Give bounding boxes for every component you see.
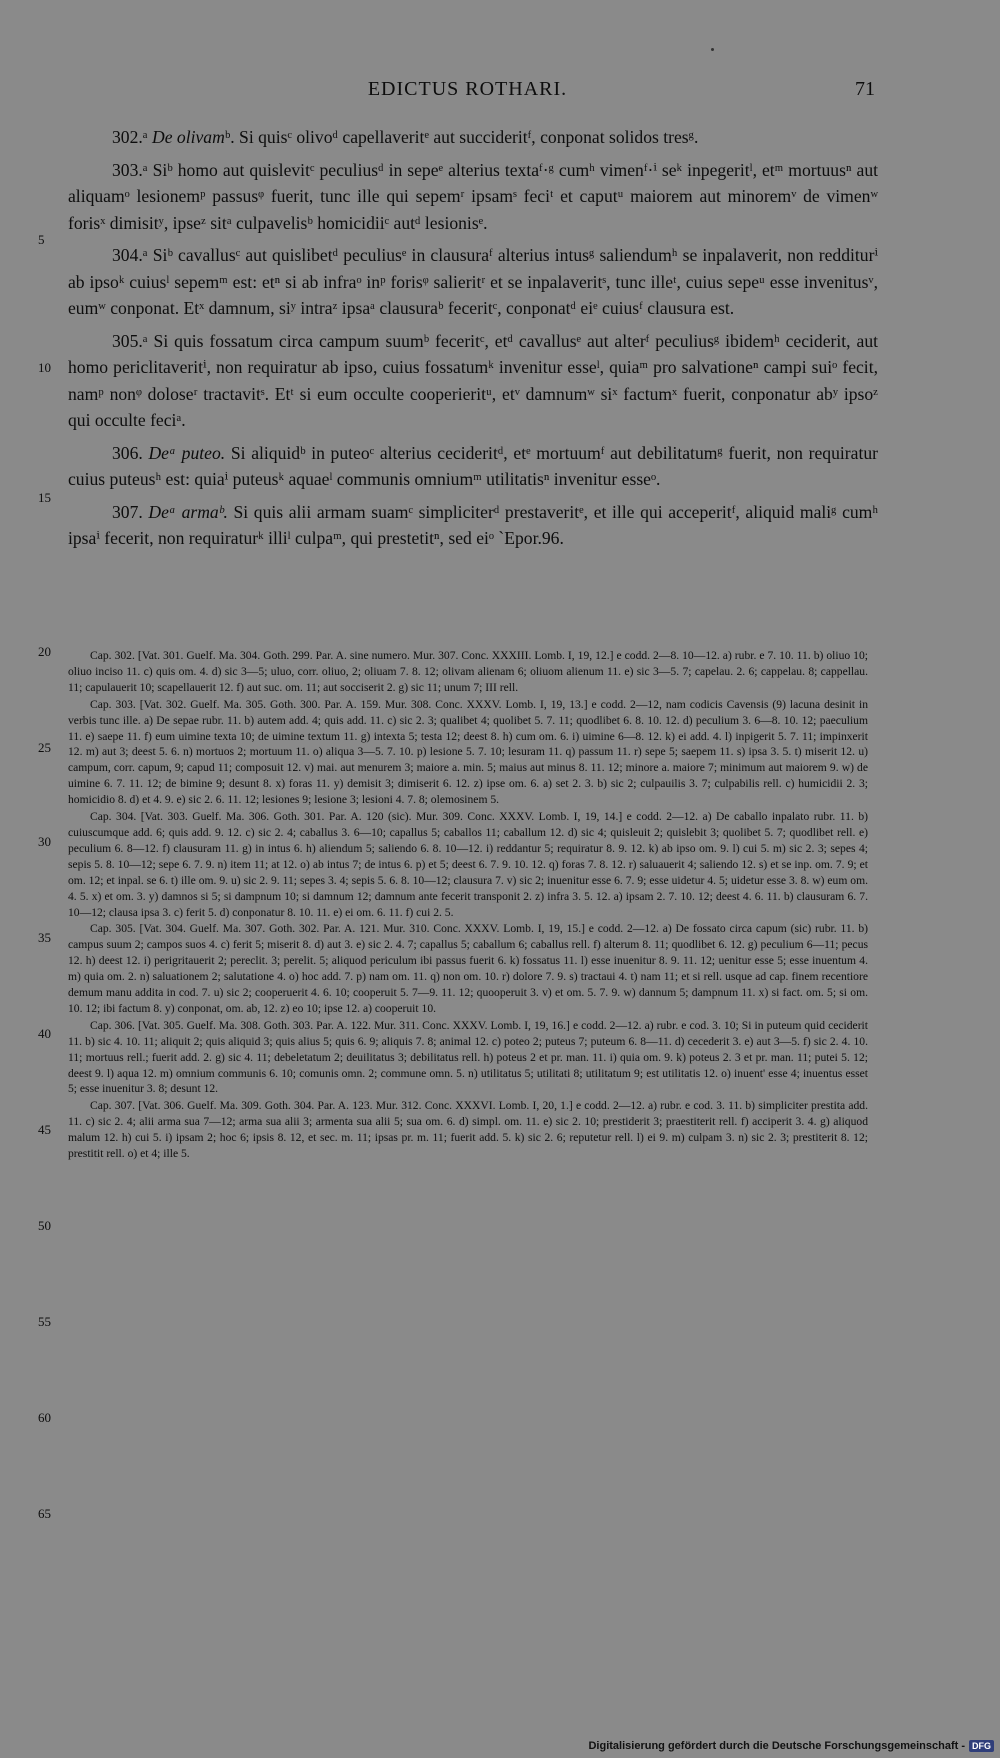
chapter-caption: De olivam	[152, 127, 225, 147]
note-cap-303: Cap. 303. [Vat. 302. Guelf. Ma. 305. Goth. 300. Par. A. 159. Mur. 308. Conc. XXXV. Lomb. I, 19, 13.] e codd. 2—12, nam codicis Cavensis (9) lacuna desinit in verbis tunc ille. a) De sepae rubr. 11. b) autem add. 4; quis add. 11. c) sic 2. 3; qualibet 4; quolibet 5. 7. 11; quodlibet 6. 8. 10. 12. d) peculium 3. 6—8. 10. 12; paeculium 11. e) saepe 11. f) eum uimine texta 10; de uimine textum 11. g) intexta 5; testa 12; deest 8. h) cum om. 6. i) uimine 6—8. 12. k) ei add. 4. l) inpigerit 5. 7. 11; impinxerit 12. m) aut 3; deest 5. 6. n) mortuos 2; mortuum 11. o) aliqua 3—5. 7. 10. p) lesione 5. 7. 10; lesuram 11. q) passum 11. r) sepe 5; saepem 11. s) ipsa 3. 5. t) miserit 12. u) campum, corr. capum, 9; capud 11; composuit 12. v) mai. aut menurem 3; maiore a. min. 5; maius aut minus 8. 11. 12; minore a. maiore 7; minimum aut maiorem 9. w) de uimine 6. 7. 11. 12; de bimine 9; desunt 8. x) foras 11. y) demisit 3; dimiserit 6. 12. z) ipse om. 6. a) set 2. 3. b) sic 2; culpauilis 3. 7; culpabilis rell. c) humicidii 2. 3; homicidio 8. d) et 4. 9. e) sic 2. 6. 11. 12; lesiones 9; lesione 3; lesioni 4. 7. 8; olemosinem 5.	[68, 697, 868, 807]
page-number: 71	[855, 78, 875, 100]
line-number: 40	[38, 1026, 51, 1041]
line-number: 15	[38, 490, 51, 505]
note-cap-304: Cap. 304. [Vat. 303. Guelf. Ma. 306. Goth. 301. Par. A. 120 (sic). Mur. 309. Conc. XXXV. Lomb. I, 19, 14.] e codd. 2—12. a) De caballo inpalato rubr. 11. b) cuiuscumque add. 6; quis add. 9. 12. c) sic 2. 4; caballus 3. 6—10; capallus 5; caballos 11; caballum 12. d) sic 4; quisleuit 2; quislebit 3; quolibet 5. 7; quodlibet rell. e) peculium 6. 8—12. f) clausuram 11. g) in intus 6. h) aliendum 5; saliendo 6. 8. 10—12. i) reddantur 5; requiratur 8. 9. 12. k) ab ipso om. 9. l) cui 5. m) sic 2. 3; sepes 4; sepis 5. 8. 10—12; sepe 6. 7. 9. n) item 11; at 12. o) ab intus 7; de intus 6. p) et 5; deest 6. 7. 9. 10. 12. q) foras 7. 8. 12. r) saluauerit 4; saliendo 12. s) et se inp. om. 7. 9; et om. 12; et inpal. se 6. t) ille om. 9. u) sic 2. 9. 11; sepes 3. 4; sepis 5. 6. 8. 10—12; clausura 7. v) sic 2; inuenitur esse 6. 7. 9; esse uidetur 4. 5; uidetur esse 3. 8. w) eum om. 4. 5. x) et om. 3. y) damnos si 5; si dampnum 10; si damnum 12; damnum ante fecerit transponit 2. z) infra 3. 5. 12. a) ipsam 2. 7. 10. 12; deest 4. 6. 11. b) clausuram 6. 7. 10—12; clausa ipsa 3. c) ferit 5. d) conponatur 8. 10. 11. e) ei om. 6. 11. f) cui 2. 5.	[68, 810, 868, 919]
note-cap-302: Cap. 302. [Vat. 301. Guelf. Ma. 304. Goth. 299. Par. A. sine numero. Mur. 307. Conc. XXXIII. Lomb. I, 19, 12.] e codd. 2—8. 10—12. a) rubr. e 7. 10. 11. b) oliuo 10; oliuo inciso 11. c) quis om. 4. d) sic 3—5; uluo, corr. oliuo, 2; oliuam 7. 8. 12; olivam alienam 6; oliuom alienum 11. e) sic 3—5. 7; capelau. 2. 6; cappelau. 8; cappellau. 11; capulauerit 10; scapellauerit 12. f) aut suc. om. 11; aut socciserit 2. g) sic 11; unum 7; III rell.	[68, 649, 868, 694]
chapter-303: 303.ᵃ Siᵇ homo aut quislevitᶜ peculiusᵈ in sepeᵉ alterius textaᶠ·ᵍ cumʰ vimenᶠ·ⁱ seᵏ inpegeritˡ, etᵐ mortuusⁿ aut aliquamᵒ lesionemᵖ passusᵠ fuerit, tunc ille qui sepemʳ ipsamˢ feciᵗ et caputᵘ maiorem aut minoremᵛ de vimenʷ forisˣ dimisitʸ, ipseᶻ sitᵃ culpavelisᵇ homicidiiᶜ autᵈ lesionisᵉ.	[68, 159, 879, 233]
line-number: 35	[38, 930, 51, 945]
note-cap-305: Cap. 305. [Vat. 304. Guelf. Ma. 307. Goth. 302. Par. A. 121. Mur. 310. Conc. XXXV. Lomb. I, 19, 15.] e codd. 2—12. a) De fossato circa capum (sic) rubr. 11. b) campus suum 2; campos suos 4. c) ferit 5; miserit 8. d) aut 3. e) sic 2. 4. 7; capallus 5; caballum 6; caballus rell. f) alterum 8. 11; quodlibet 6. 12. g) peculium 6—11; pecus 12. h) deest 12. i) perigritauerit 2; pereclit. 3; perelit. 5; aliquod periculum ibi passus fuerit 6. k) fossatus 11. l) esse inuenitur 8. 9. 11. 12; uenitur esse 5; esse inuentum 4. m) quia om. 2. n) saluationem 2; salutatione 4. o) hoc add. 7. p) nam om. 11. q) non om. 10. r) dolore 7. 9. s) tractaui 4. t) nam 11; et si rell. usque ad cap. finem recentiore demum manu addita in cod. 7. u) sic 2; cooperuerit 4. 6. 10; cooperuit 5. 7—9. 11. 12; quooperuit 3. v) et om. 5. 7. 9. w) dannum 5; dampnum 11. x) si fact. om. 5; si om. 10. 12; ibi factum 8. y) conponat, om. ab, 12. z) eo 10; ipse 12. a) cooperuit 10.	[68, 922, 868, 1015]
dfg-logo: DFG	[969, 1740, 994, 1752]
chapter-306: 306. Deᵃ puteo. Si aliquidᵇ in puteoᶜ alterius cecideritᵈ, etᵉ mortuumᶠ aut debilitatumᵍ fuerit, non requiratur cuius puteusʰ est: quiaⁱ puteusᵏ aquaeˡ communis omniumᵐ utilitatisⁿ invenitur esseᵒ.	[68, 442, 879, 489]
line-number: 30	[38, 834, 51, 849]
chapter-caption: Deᵃ armaᵇ.	[148, 501, 228, 522]
line-number: 65	[38, 1506, 51, 1521]
digitization-credit	[588, 1740, 994, 1752]
line-number: 10	[38, 360, 51, 375]
line-number: 55	[38, 1314, 51, 1329]
scan-speck	[711, 48, 714, 51]
line-number: 60	[38, 1410, 51, 1425]
line-number: 20	[38, 644, 51, 659]
running-title: EDICTUS ROTHARI.	[367, 78, 568, 100]
note-cap-306: Cap. 306. [Vat. 305. Guelf. Ma. 308. Goth. 303. Par. A. 122. Mur. 311. Conc. XXXV. Lomb. I, 19, 16.] e codd. 2—12. a) rubr. e cod. 3. 10; Si in puteum quid ceciderit 11. b) sic 4. 10. 11; aliquit 2; quis aliquid 3; quis alius 5; quis 6. 9; aliquis 7. 8; animal 12. c) poteo 2; puteus 7; puteum 6. 8—11. d) cecederit 3. e) aut 3—5. f) sic 2. 4. 10. 11; mortuus rell.; fuerit add. 2. g) sic 4. 11; debeletatum 2; deuilitatus 3; debilitatus rell. h) poteus 2 et pr. man. 11. i) quia om. 9. k) poteus 2. 3 et pr. man. 11; putei 5. 12; deest 9. l) aqua 12. m) omnium communis 6. 10; comunis omn. 2; commune omn. 5. n) utilitatus 5; utilitati 8; utilitatum 9; est utilitatis 12. o) inuent' esse 4; inuentus esset 5; esse inuenitur 3. 8; desunt 12.	[68, 1018, 868, 1096]
line-number: 5	[38, 232, 45, 247]
line-number: 45	[38, 1122, 51, 1137]
credit-text: Digitalisierung gefördert durch die Deutsche Forschungsgemeinschaft -	[588, 1740, 965, 1752]
line-number: 25	[38, 740, 51, 755]
apparatus-notes	[68, 648, 868, 1163]
page-header	[60, 78, 875, 108]
main-text	[68, 124, 878, 558]
chapter-caption: Deᵃ puteo.	[148, 442, 226, 463]
chapter-307: 307. Deᵃ armaᵇ. Si quis alii armam suamᶜ simpliciterᵈ prestaveritᵉ, et ille qui acceperitᶠ, aliquid maliᵍ cumʰ ipsaⁱ fecerit, non requiraturᵏ illiˡ culpaᵐ, qui prestetitⁿ, sed eiᵒ ˋEpor.96.	[68, 501, 879, 548]
note-cap-307: Cap. 307. [Vat. 306. Guelf. Ma. 309. Goth. 304. Par. A. 123. Mur. 312. Conc. XXXVI. Lomb. I, 20, 1.] e codd. 2—12. a) rubr. e cod. 3. 11. b) simpliciter prestita add. 11. c) sic 2. 4; alii arma sua 7—12; arma sua alii 3; armenta sua alii 5; sua om. 6. d) simpl. om. 11. e) sic 2. 10; prestiderit 3; praestiterit rell. f) acciperit 3. 4. g) aliquod malum 12. h) cui 5. i) ipsam 2; hoc 6; ipsis 8. 12, et sec. m. 11; ipsas pr. m. 11; fuerit add. 5. k) sic 2. 6; reputetur rell. l) ei 9. m) culpam 3. n) sic 2. 3; prestiterit 8. 12; prestitit rell. o) et 4; ille 5.	[68, 1099, 868, 1161]
line-number: 50	[38, 1218, 51, 1233]
chapter-305: 305.ᵃ Si quis fossatum circa campum suumᵇ feceritᶜ, etᵈ cavallusᵉ aut alterᶠ peculiusᵍ ibidemʰ ceciderit, aut homo periclitaveritⁱ, non requiratur ab ipso, cuius fossatumᵏ invenitur esseˡ, quiaᵐ pro salvationeⁿ campi suiᵒ fecit, namᵖ nonᵠ doloseʳ tractavitˢ. Etᵗ si eum occulte cooperieritᵘ, etᵛ damnumʷ siˣ factumˣ fuerit, conponatur abʸ ipsoᶻ qui occulte feciᵃ.	[68, 330, 878, 430]
chapter-304: 304.ᵃ Siᵇ cavallusᶜ aut quislibetᵈ peculiusᵉ in clausuraᶠ alterius intusᵍ saliendumʰ se inpalaverit, non redditurⁱ ab ipsoᵏ cuiusˡ sepemᵐ est: etⁿ si ab infraᵒ inᵖ forisᵠ salieritʳ et se inpalaveritˢ, tunc illeᵗ, cuius sepeᵘ esse invenitusᵛ, eumʷ conponat. Etˣ damnum, siʸ intraᶻ ipsaᵃ clausuraᵇ feceritᶜ, conponatᵈ eiᵉ cuiusᶠ clausura est.	[68, 245, 878, 318]
chapter-302: 302.ᵃ De olivamᵇ. Si quisᶜ olivoᵈ capellaveritᵉ aut succideritᶠ, conponat solidos tresᵍ.	[112, 127, 699, 147]
